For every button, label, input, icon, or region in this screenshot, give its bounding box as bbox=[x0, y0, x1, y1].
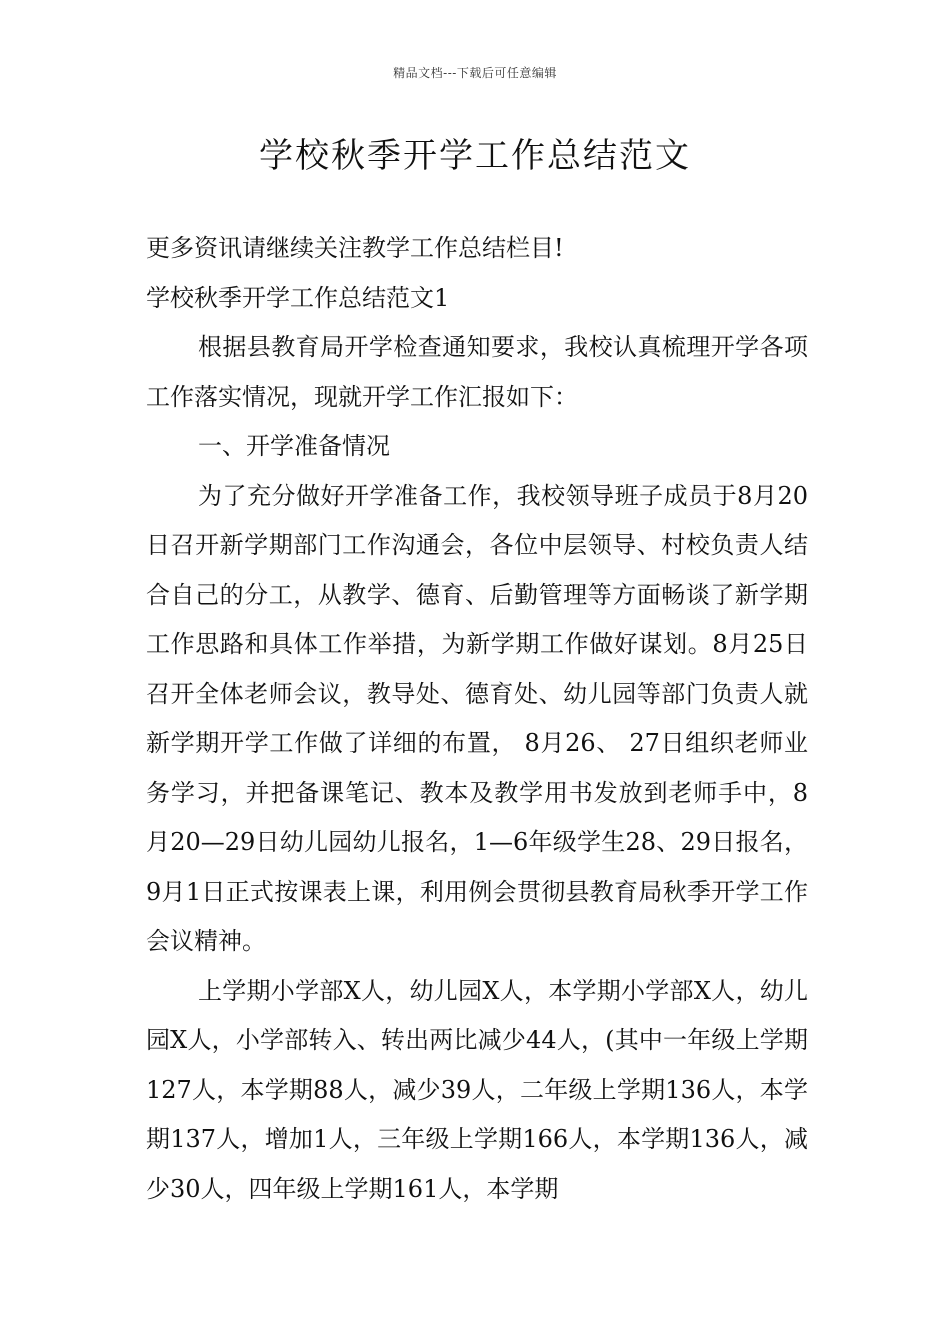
paragraph: 更多资讯请继续关注教学工作总结栏目! bbox=[146, 234, 564, 262]
paragraph: 学校秋季开学工作总结范文1 bbox=[146, 283, 450, 312]
section-heading: 一、开学准备情况 bbox=[198, 432, 390, 460]
document-title: 学校秋季开学工作总结范文 bbox=[259, 136, 691, 176]
header-note: 精品文档---下载后可任意编辑 bbox=[393, 66, 557, 80]
paragraph: 根据县教育局开学检查通知要求，我校认真梳理开学各项工作落实情况，现就开学工作汇报如下： bbox=[146, 333, 808, 411]
paragraph: 上学期小学部X人，幼儿园X人，本学期小学部X人，幼儿园X人，小学部转入、转出两比减少44人，(其中一年级上学期127人，本学期88人，减少39人，二年级上学期136人，本学期137人，增加1人，三年级上学期166人，本学期136人，减少30人，四年级上学期161人，本学期 bbox=[146, 976, 808, 1203]
document-body bbox=[146, 224, 808, 1214]
paragraph: 为了充分做好开学准备工作，我校领导班子成员于8月20日召开新学期部门工作沟通会，各位中层领导、村校负责人结合自己的分工，从教学、德育、后勤管理等方面畅谈了新学期工作思路和具体工作举措，为新学期工作做好谋划。8月25日召开全体老师会议，教导处、德育处、幼儿园等部门负责人就新学期开学工作做了详细的布置， 8月26、 27日组织老师业务学习，并把备课笔记、教本及教学用书发放到老师手中，8月20—29日幼儿园幼儿报名，1—6年级学生28、29日报名，9月1日正式按课表上课，利用例会贯彻县教育局秋季开学工作会议精神。 bbox=[146, 481, 808, 955]
